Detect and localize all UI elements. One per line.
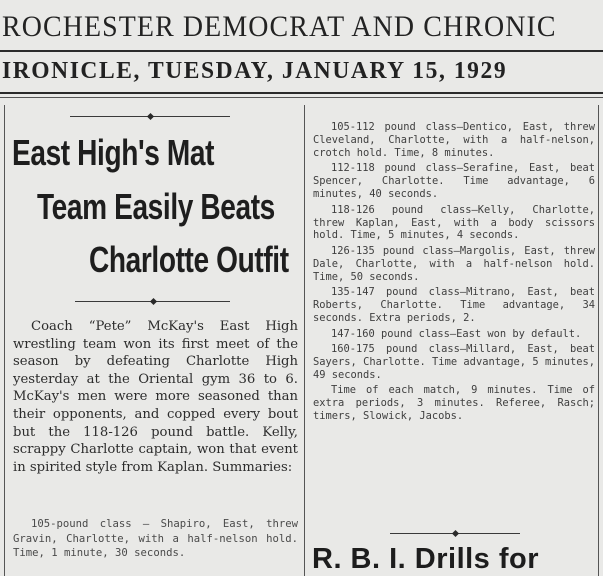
masthead-rule-top (0, 50, 603, 52)
headline-divider-top (70, 116, 230, 117)
next-article-headline: R. B. I. Drills for (312, 543, 540, 575)
column-rule-right (598, 105, 599, 576)
article-summaries (13, 517, 298, 561)
result-item: 135-147 pound class—Mitrano, East, beat Roberts, Charlotte. Time advantage, 34 seconds. Extra periods, 2. (313, 286, 595, 325)
summary-item: 105-pound class — Shapiro, East, threw Gravin, Charlotte, with a half-nelson hold. Time, 1 minute, 30 seconds. (13, 518, 298, 559)
result-item: Time of each match, 9 minutes. Time of extra periods, 3 minutes. Referee, Rasch; timers, Slowick, Jacobs. (313, 384, 595, 423)
headline-line-3: Charlotte Outfit (89, 239, 289, 280)
headline-line-2: Team Easily Beats (37, 186, 275, 227)
headline-divider-bottom (75, 301, 230, 302)
result-item: 160-175 pound class—Millard, East, beat Sayers, Charlotte. Time advantage, 5 minutes, 49 seconds. (313, 343, 595, 381)
result-item: 126-135 pound class—Margolis, East, threw Dale, Charlotte, with a half-nelson hold. Time, 50 seconds. (313, 244, 595, 283)
headline-line-1: East High's Mat (12, 132, 215, 173)
masthead-rule-bottom (0, 97, 603, 98)
results-column (313, 121, 595, 426)
article-lead-paragraph: Coach “Pete” McKay's East High wrestling team won its first meet of the season by defeating Charlotte High yesterday at the Oriental gym 36 to 6. McKay's men were more seasoned than their opponents, and copped every bout but the 118-126 pound battle. Kelly, scrappy Charlotte captain, won that event in spirited style from Kaplan. Summaries: (13, 319, 298, 475)
result-item: 147-160 pound class—East won by default. (331, 327, 582, 340)
column-rule-middle (304, 105, 305, 576)
section-divider (390, 533, 520, 534)
article-body (13, 318, 298, 476)
result-item: 118-126 pound class—Kelly, Charlotte, threw Kaplan, East, with a body scissors hold. Time, 5 minutes, 4 seconds. (313, 203, 595, 242)
masthead-dateline: IRONICLE, TUESDAY, JANUARY 15, 1929 (2, 58, 508, 84)
masthead-title: ROCHESTER DEMOCRAT AND CHRONIC (2, 10, 557, 43)
column-rule-left (4, 105, 5, 576)
result-item: 112-118 pound class—Serafine, East, beat Spencer, Charlotte. Time advantage, 6 minutes, 40 seconds. (313, 162, 595, 201)
result-item: 105-112 pound class—Dentico, East, threw Cleveland, Charlotte, with a half-nelson, crotch hold. Time, 8 minutes. (313, 121, 595, 159)
masthead-rule-mid (0, 92, 603, 94)
